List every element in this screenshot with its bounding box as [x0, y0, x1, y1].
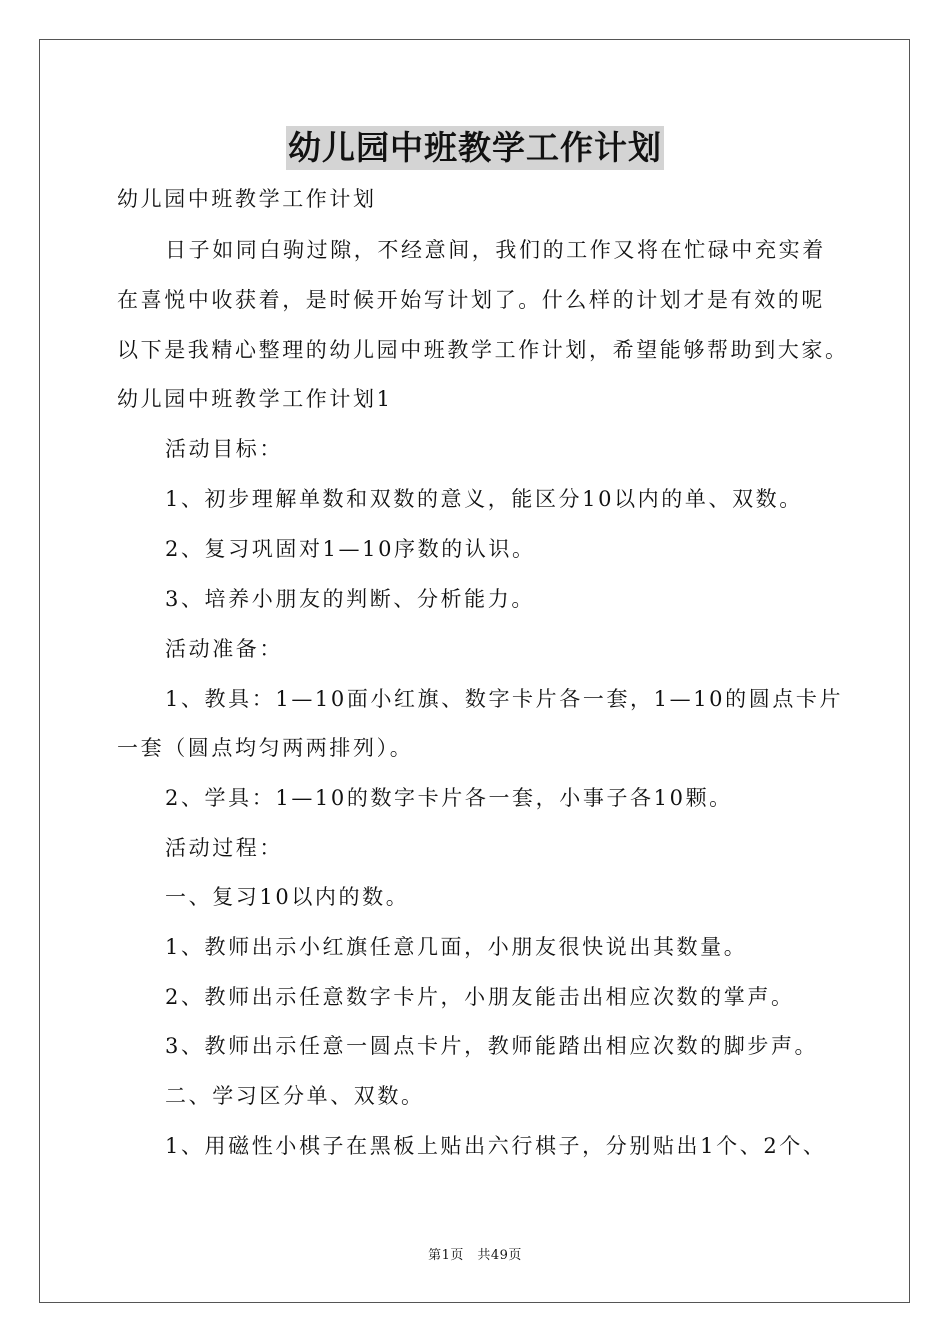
paragraph-line: 1、初步理解单数和双数的意义，能区分10以内的单、双数。	[165, 487, 803, 511]
paragraph-line: 3、培养小朋友的判断、分析能力。	[165, 587, 535, 611]
paragraph-line: 二、学习区分单、双数。	[165, 1084, 425, 1108]
paragraph-line: 活动准备：	[165, 637, 283, 661]
paragraph-line: 3、教师出示任意一圆点卡片，教师能踏出相应次数的脚步声。	[165, 1034, 819, 1058]
paragraph-line: 以下是我精心整理的幼儿园中班教学工作计划，希望能够帮助到大家。	[117, 338, 849, 362]
paragraph-line: 日子如同白驹过隙，不经意间，我们的工作又将在忙碌中充实着	[165, 238, 826, 262]
paragraph-line: 2、教师出示任意数字卡片，小朋友能击出相应次数的掌声。	[165, 985, 795, 1009]
paragraph-line: 2、学具：1—10的数字卡片各一套，小事子各10颗。	[165, 786, 733, 810]
title-container	[0, 126, 950, 170]
paragraph-line: 1、教师出示小红旗任意几面，小朋友很快说出其数量。	[165, 935, 748, 959]
paragraph-line: 一套（圆点均匀两两排列）。	[117, 736, 414, 760]
page-footer: 第1页 共49页	[428, 1248, 522, 1263]
paragraph-line: 活动目标：	[165, 437, 283, 461]
paragraph-line: 在喜悦中收获着，是时候开始写计划了。什么样的计划才是有效的呢	[117, 288, 825, 312]
paragraph-line: 1、用磁性小棋子在黑板上贴出六行棋子，分别贴出1个、2个、	[165, 1134, 827, 1158]
document-title: 幼儿园中班教学工作计划	[286, 126, 664, 170]
page-border	[39, 39, 910, 1303]
section-heading: 幼儿园中班教学工作计划1	[117, 387, 393, 411]
paragraph-line: 活动过程：	[165, 836, 283, 860]
paragraph-line: 一、复习10以内的数。	[165, 885, 410, 909]
paragraph-line: 幼儿园中班教学工作计划	[117, 187, 377, 211]
paragraph-line: 2、复习巩固对1—10序数的认识。	[165, 537, 536, 561]
paragraph-line: 1、教具：1—10面小红旗、数字卡片各一套，1—10的圆点卡片	[165, 687, 844, 711]
